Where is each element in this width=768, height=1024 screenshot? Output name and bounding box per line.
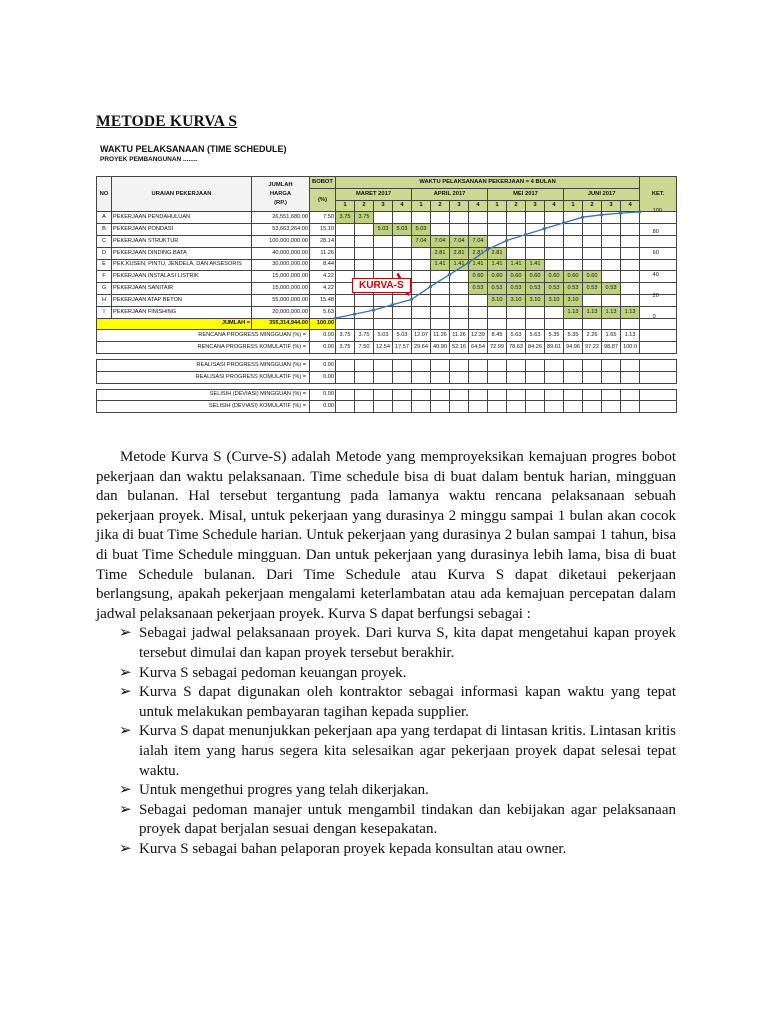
ket-axis-label: 60	[652, 250, 659, 257]
week-cell: 2.81	[431, 247, 450, 259]
summary-week-cell: 52.16	[450, 342, 469, 354]
kurva-s-point	[353, 313, 356, 316]
header-week: 4	[393, 200, 412, 212]
summary-week-cell: 2.26	[583, 330, 602, 342]
header-month: JUNI 2017	[564, 188, 640, 200]
week-cell: 0.53	[469, 283, 488, 295]
task-no: D	[97, 247, 112, 259]
kurva-s-point	[486, 248, 489, 251]
week-cell: 0.53	[583, 283, 602, 295]
task-bobot: 11.26	[310, 247, 336, 259]
summary-week-cell: 40.90	[431, 342, 450, 354]
task-harga: 26,551,680.00	[252, 212, 310, 224]
task-harga: 55,000,000.00	[252, 294, 310, 306]
arrow-bullet-icon: ➢	[119, 801, 132, 818]
header-ket: KET.	[640, 177, 677, 212]
week-cell: 0.53	[507, 283, 526, 295]
bullet-text: Kurva S sebagai pedoman keuangan proyek.	[139, 664, 407, 681]
task-no: A	[97, 212, 112, 224]
bullet-text: Kurva S dapat menunjukkan pekerjaan apa yang terdapat di lintasan kritis. Lintasan kritis ialah item yang harus segera kita selesaikan agar pekerjaan proyek dapat selesai tepat waktu.	[139, 723, 676, 779]
task-bobot: 7.50	[310, 212, 336, 224]
task-bobot: 28.14	[310, 235, 336, 247]
header-jumlah-line1: JUMLAH	[268, 181, 293, 188]
task-bobot: 8.44	[310, 259, 336, 271]
week-cell: 0.53	[488, 283, 507, 295]
arrow-bullet-icon: ➢	[119, 840, 132, 857]
week-cell: 0.60	[469, 271, 488, 283]
week-cell: 0.60	[564, 271, 583, 283]
header-week: 3	[526, 200, 545, 212]
header-no: NO	[97, 177, 112, 212]
body-text	[96, 448, 676, 859]
summary-value: 0.00	[310, 371, 336, 383]
task-name: PEKERJAAN PENDAHULUAN	[112, 212, 252, 224]
header-jumlah-line3: (RP.)	[274, 199, 287, 206]
task-name: PEKERJAAN DINDING BATA	[112, 247, 252, 259]
kurva-s-label: KURVA-S	[352, 278, 411, 293]
week-cell: 1.41	[507, 259, 526, 271]
header-week: 3	[450, 200, 469, 212]
bullet-text: Kurva S sebagai bahan pelaporan proyek kepada konsultan atau owner.	[139, 840, 567, 857]
kurva-s-line	[336, 212, 640, 318]
week-cell: 3.75	[355, 212, 374, 224]
summary-week-cell: 8.45	[488, 330, 507, 342]
kurva-s-point	[543, 227, 546, 230]
task-name: PEK.KUSEN, PINTU, JENDELA, DAN AKSESORIS	[112, 259, 252, 271]
task-bobot: 5.63	[310, 306, 336, 318]
bullet-item	[119, 840, 676, 860]
intro-paragraph: Metode Kurva S (Curve-S) adalah Metode yang memproyeksikan kemajuan progres bobot pekerjaan dan waktu pelaksanaan. Time schedule bisa di buat dalam bentuk harian, mingguan dan bulanan. Hal tersebut tergantung pada lamanya waktu rencana pelaksanaan sebuah pekerjaan proyek. Misal, untuk pekerjaan yang durasinya 2 minggu sampai 1 bulan akan cocok jika di buat Time Schedule harian. Untuk pekerjaan yang durasinya 2 bulan sampai 1 tahun, bisa di buat Time Schedule mingguan. Dan untuk pekerjaan yang durasinya lebih lama, bisa di buat Time Schedule bulanan. Dari Time Schedule atau Kurva S dapat diketaui pekerjaan berlangsung, apakah pekerjaan mengalami keterlambatan atau ada kemajuan percepatan dalam jadwal pelaksanaan pekerjaan proyek. Kurva S dapat berfungsi sebagai :	[96, 449, 676, 622]
ket-axis-label: 40	[652, 271, 659, 278]
function-list	[96, 624, 676, 859]
time-schedule-figure	[96, 140, 676, 438]
header-week: 1	[336, 200, 355, 212]
kurva-s-point	[372, 309, 375, 312]
header-jumlah-line2: HARGA	[269, 190, 292, 197]
header-week: 2	[355, 200, 374, 212]
kurva-s-point	[334, 317, 337, 320]
task-harga: 15,000,000.00	[252, 283, 310, 295]
task-name: PEKERJAAN INSTALASI LISTRIK	[112, 271, 252, 283]
bullet-item	[119, 722, 676, 781]
summary-week-cell: 5.35	[545, 330, 564, 342]
task-harga: 100,000,000.00	[252, 235, 310, 247]
header-bobot-unit: (%)	[310, 188, 336, 212]
task-harga: 15,000,000.00	[252, 271, 310, 283]
jumlah-label: JUMLAH =	[97, 318, 252, 330]
summary-week-cell: 5.63	[526, 330, 545, 342]
week-cell: 0.60	[488, 271, 507, 283]
week-cell: 5.03	[374, 224, 393, 236]
bullet-item	[119, 801, 676, 840]
week-cell: 0.60	[526, 271, 545, 283]
summary-label: REALISASI PROGRESS MINGGUAN (%) =	[97, 359, 310, 371]
week-cell: 1.41	[526, 259, 545, 271]
week-cell: 7.04	[469, 235, 488, 247]
summary-week-cell: 11.26	[431, 330, 450, 342]
week-cell: 7.04	[412, 235, 431, 247]
ket-axis-label: 80	[652, 229, 659, 236]
summary-week-cell: 1.13	[621, 330, 640, 342]
task-no: G	[97, 283, 112, 295]
week-cell: 0.53	[545, 283, 564, 295]
week-cell: 1.13	[602, 306, 621, 318]
ket-axis-label: 20	[652, 292, 659, 299]
kurva-s-point	[600, 213, 603, 216]
arrow-bullet-icon: ➢	[119, 723, 132, 740]
bullet-text: Sebagai jadwal pelaksanaan proyek. Dari kurva S, kita dapat mengetahui kapan proyek tersebut dimulai dan kapan proyek tersebut berakhir.	[139, 625, 676, 661]
week-cell: 1.41	[450, 259, 469, 271]
figure-subtitle: PROYEK PEMBANGUNAN ........	[100, 156, 198, 163]
summary-value: 0.00	[310, 342, 336, 354]
header-week: 4	[621, 200, 640, 212]
summary-value: 0.00	[310, 401, 336, 413]
week-cell: 7.04	[431, 235, 450, 247]
header-month: MEI 2017	[488, 188, 564, 200]
summary-week-cell: 5.03	[393, 330, 412, 342]
task-no: C	[97, 235, 112, 247]
summary-week-cell: 29.64	[412, 342, 431, 354]
summary-label: SELISIH (DEVIASI) MINGGUAN (%) =	[97, 389, 310, 401]
week-cell: 3.75	[336, 212, 355, 224]
summary-week-cell: 12.07	[412, 330, 431, 342]
header-month: APRIL 2017	[412, 188, 488, 200]
task-no: F	[97, 271, 112, 283]
week-cell: 3.10	[526, 294, 545, 306]
week-cell: 0.53	[564, 283, 583, 295]
week-cell: 1.13	[621, 306, 640, 318]
week-cell: 1.13	[564, 306, 583, 318]
kurva-s-point	[391, 303, 394, 306]
header-week: 4	[469, 200, 488, 212]
header-uraian: URAIAN PEKERJAAN	[112, 177, 252, 212]
task-bobot: 4.22	[310, 283, 336, 295]
kurva-s-point	[505, 239, 508, 242]
week-cell: 2.81	[488, 247, 507, 259]
summary-week-cell: 11.26	[450, 330, 469, 342]
task-name: PEKERJAAN PONDASI	[112, 224, 252, 236]
week-cell: 0.53	[602, 283, 621, 295]
task-name: PEKERJAAN SANITAIR	[112, 283, 252, 295]
week-cell: 1.41	[431, 259, 450, 271]
bullet-text: Kurva S dapat digunakan oleh kontraktor sebagai informasi kapan waktu yang tepat untuk melakukan pembayaran tagihan kepada supplier.	[139, 684, 676, 720]
summary-week-cell: 89.61	[545, 342, 564, 354]
jumlah-harga: 355,314,944.00	[252, 318, 310, 330]
summary-value: 0.00	[310, 330, 336, 342]
arrow-bullet-icon: ➢	[119, 664, 132, 681]
week-cell: 5.03	[412, 224, 431, 236]
kurva-s-point	[562, 221, 565, 224]
header-week: 1	[412, 200, 431, 212]
figure-title: WAKTU PELAKSANAAN (TIME SCHEDULE)	[100, 144, 287, 154]
week-cell: 0.60	[507, 271, 526, 283]
kurva-s-point	[410, 298, 413, 301]
kurva-s-point	[448, 273, 451, 276]
task-no: I	[97, 306, 112, 318]
header-week: 2	[583, 200, 602, 212]
week-cell: 2.81	[469, 247, 488, 259]
summary-label: REALISASI PROGRESS KOMULATIF (%) =	[97, 371, 310, 383]
summary-week-cell: 5.35	[564, 330, 583, 342]
header-week: 4	[545, 200, 564, 212]
task-harga: 30,000,000.00	[252, 259, 310, 271]
task-bobot: 4.22	[310, 271, 336, 283]
summary-week-cell: 64.54	[469, 342, 488, 354]
summary-label: SELISIH (DEVIASI) KOMULATIF (%) =	[97, 401, 310, 413]
task-harga: 40,000,000.00	[252, 247, 310, 259]
header-week: 3	[602, 200, 621, 212]
summary-value: 0.00	[310, 389, 336, 401]
kurva-s-point	[619, 212, 622, 215]
header-week: 1	[488, 200, 507, 212]
summary-week-cell: 97.22	[583, 342, 602, 354]
week-cell: 1.41	[488, 259, 507, 271]
summary-week-cell: 3.75	[355, 330, 374, 342]
week-cell: 3.10	[545, 294, 564, 306]
header-week: 2	[507, 200, 526, 212]
bullet-item	[119, 664, 676, 684]
bullet-text: Sebagai pedoman manajer untuk mengambil tindakan dan kebijakan agar pelaksanaan proyek dapat berjalan sesuai dengan kesepakatan.	[139, 801, 676, 838]
summary-week-cell: 12.54	[374, 342, 393, 354]
summary-week-cell: 100.0	[621, 342, 640, 354]
week-cell: 0.60	[583, 271, 602, 283]
summary-label: RENCANA PROGRESS KOMULATIF (%) =	[97, 342, 310, 354]
ket-axis-label: 100	[652, 207, 662, 214]
task-name: PEKERJAAN STRUKTUR	[112, 235, 252, 247]
summary-week-cell: 3.75	[336, 342, 355, 354]
task-no: E	[97, 259, 112, 271]
task-no: B	[97, 224, 112, 236]
week-cell: 3.10	[507, 294, 526, 306]
summary-week-cell: 72.99	[488, 342, 507, 354]
task-bobot: 15.48	[310, 294, 336, 306]
week-cell: 3.10	[488, 294, 507, 306]
summary-week-cell: 84.26	[526, 342, 545, 354]
kurva-s-point	[638, 210, 641, 213]
task-harga: 53,663,264.00	[252, 224, 310, 236]
summary-week-cell: 94.96	[564, 342, 583, 354]
summary-week-cell: 17.57	[393, 342, 412, 354]
summary-week-cell: 78.63	[507, 342, 526, 354]
header-week: 2	[431, 200, 450, 212]
header-waktu: WAKTU PELAKSANAAN PEKERJAAN = 4 BULAN	[336, 177, 640, 189]
arrow-bullet-icon: ➢	[119, 625, 132, 642]
summary-week-cell: 7.50	[355, 342, 374, 354]
summary-week-cell: 3.75	[336, 330, 355, 342]
header-month: MARET 2017	[336, 188, 412, 200]
summary-value: 0.00	[310, 359, 336, 371]
kurva-s-point	[524, 233, 527, 236]
task-name: PEKERJAAN FINISHING	[112, 306, 252, 318]
week-cell: 7.04	[450, 235, 469, 247]
kurva-s-point	[581, 216, 584, 219]
bullet-item	[119, 781, 676, 801]
bullet-text: Untuk mengethui progres yang telah dikerjakan.	[139, 782, 429, 799]
task-name: PEKERJAAN ATAP BETON	[112, 294, 252, 306]
week-cell: 2.81	[450, 247, 469, 259]
week-cell: 3.10	[564, 294, 583, 306]
header-week: 3	[374, 200, 393, 212]
summary-label: RENCANA PROGRESS MINGGUAN (%) =	[97, 330, 310, 342]
jumlah-bobot: 100.00	[310, 318, 336, 330]
arrow-bullet-icon: ➢	[119, 684, 132, 701]
summary-week-cell: 98.87	[602, 342, 621, 354]
summary-week-cell: 5.63	[507, 330, 526, 342]
week-cell: 0.60	[545, 271, 564, 283]
week-cell: 0.53	[526, 283, 545, 295]
kurva-s-point	[429, 285, 432, 288]
week-cell: 5.03	[393, 224, 412, 236]
week-cell: 1.41	[469, 259, 488, 271]
ket-axis-label: 0	[652, 314, 656, 321]
task-harga: 20,000,000.00	[252, 306, 310, 318]
summary-week-cell: 5.03	[374, 330, 393, 342]
header-bobot: BOBOT	[310, 177, 336, 189]
summary-week-cell: 12.39	[469, 330, 488, 342]
bullet-item	[119, 683, 676, 722]
task-no: H	[97, 294, 112, 306]
summary-week-cell: 1.65	[602, 330, 621, 342]
week-cell: 1.13	[583, 306, 602, 318]
bullet-item	[119, 624, 676, 663]
header-week: 1	[564, 200, 583, 212]
arrow-bullet-icon: ➢	[119, 782, 132, 799]
task-bobot: 15.10	[310, 224, 336, 236]
document-title: METODE KURVA S	[96, 113, 238, 130]
kurva-s-point	[467, 261, 470, 264]
